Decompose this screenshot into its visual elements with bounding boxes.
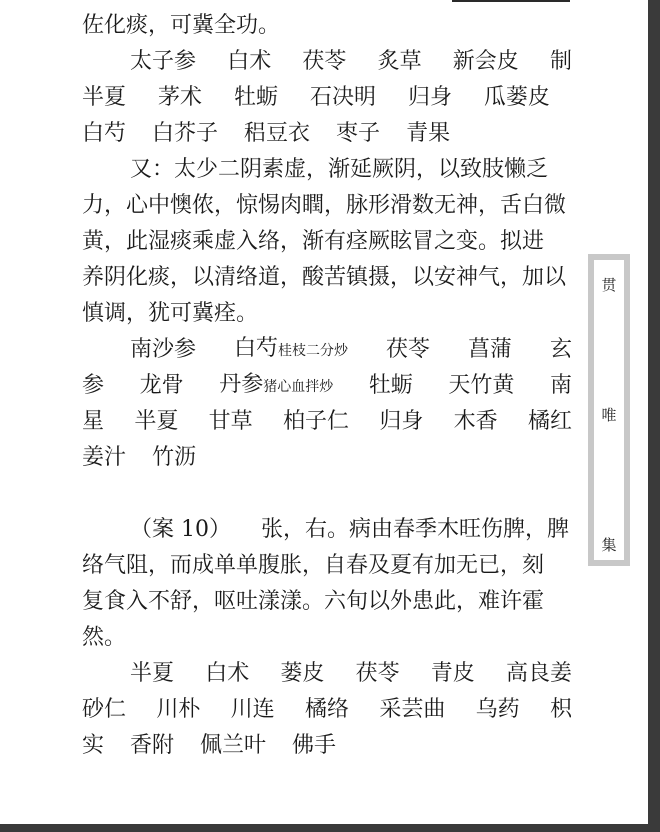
side-tab-char: 贯 (601, 276, 617, 294)
herb: 蒌皮 (280, 661, 325, 686)
herb: 南 (549, 373, 572, 398)
herb-line (82, 368, 572, 404)
frame-bottom-edge (0, 824, 660, 832)
herb-name: 丹参 (219, 372, 264, 397)
text-block (82, 8, 572, 764)
herb: 龙骨 (139, 373, 184, 398)
herb (219, 367, 333, 405)
top-border-line (452, 0, 570, 2)
blank-line (82, 476, 572, 512)
herb: 实 (82, 733, 105, 758)
herb: 参 (82, 373, 105, 398)
herb: 佩兰叶 (200, 733, 267, 758)
text-line (82, 260, 572, 296)
text-line (82, 548, 572, 584)
herb: 菖蒲 (467, 337, 512, 362)
herb: 茯苓 (302, 49, 347, 74)
herb: 天竹黄 (448, 373, 515, 398)
herb: 佛手 (292, 733, 337, 758)
text-line (82, 584, 572, 620)
frame-right-edge (648, 0, 660, 832)
line-text: 黄，此湿痰乘虚入络，渐有痉厥眩冒之变。拟进 (82, 229, 545, 254)
herb: 太子参 (130, 49, 197, 74)
text-line (82, 188, 572, 224)
text-line (82, 8, 572, 44)
herb: 茯苓 (355, 661, 400, 686)
herb: 青果 (406, 121, 451, 146)
herb: 归身 (379, 409, 424, 434)
herb: 石决明 (309, 85, 376, 110)
text-line (82, 620, 572, 656)
line-text: 然。 (82, 625, 127, 650)
herb (234, 331, 348, 369)
herb: 木香 (453, 409, 498, 434)
herb: 炙草 (377, 49, 422, 74)
herb: 姜汁 (82, 445, 127, 470)
prep-note: 桂枝二分炒 (278, 343, 348, 359)
case-number: （案 10） (130, 517, 231, 542)
herb: 瓜蒌皮 (483, 85, 550, 110)
herb-line (82, 44, 572, 80)
herb: 白芥子 (152, 121, 219, 146)
side-tab-char: 集 (601, 536, 617, 554)
herb: 橘红 (527, 409, 572, 434)
prep-note: 猪心血拌炒 (263, 379, 334, 395)
herb: 南沙参 (130, 337, 197, 362)
line-text: 佐化痰，可冀全功。 (82, 13, 281, 38)
line-text: 张，右。病由春季木旺伤脾，脾 (261, 517, 570, 542)
text-line (82, 224, 572, 260)
text-line (82, 152, 572, 188)
herb: 采芸曲 (379, 697, 446, 722)
case-heading-line (82, 512, 572, 548)
herb: 星 (82, 409, 105, 434)
line-text: 络气阻，而成单单腹胀，自春及夏有加无已，刻 (82, 553, 545, 578)
herb-line (82, 692, 572, 728)
herb-line (82, 404, 572, 440)
herb-line (82, 116, 572, 152)
herb: 牡蛎 (368, 373, 413, 398)
herb: 茯苓 (385, 337, 430, 362)
herb-line (82, 440, 572, 476)
line-text: 复食入不舒，呕吐漾漾。六旬以外患此，难许霍 (82, 589, 545, 614)
side-tab-char: 唯 (601, 406, 617, 424)
herb: 川朴 (156, 697, 201, 722)
herb: 白术 (205, 661, 250, 686)
line-text: 又：太少二阴素虚，渐延厥阴，以致肢懒乏 (130, 157, 549, 182)
line-text: 养阴化痰，以清络道，酸苦镇摄，以安神气，加以 (82, 265, 567, 290)
herb: 川连 (230, 697, 275, 722)
herb: 归身 (407, 85, 452, 110)
herb: 半夏 (130, 661, 175, 686)
herb-line (82, 80, 572, 116)
herb: 制 (549, 49, 572, 74)
herb: 竹沥 (152, 445, 197, 470)
herb-line (82, 728, 572, 764)
herb: 茅术 (157, 85, 202, 110)
herb: 半夏 (134, 409, 179, 434)
herb: 新会皮 (452, 49, 519, 74)
side-tab (588, 254, 630, 566)
herb: 白芍 (82, 121, 127, 146)
herb: 香附 (130, 733, 175, 758)
herb: 枳 (549, 697, 572, 722)
herb: 柏子仁 (282, 409, 349, 434)
herb: 稆豆衣 (244, 121, 311, 146)
herb: 甘草 (208, 409, 253, 434)
line-text: 慎调，犹可冀痊。 (82, 301, 259, 326)
herb: 玄 (549, 337, 572, 362)
herb-name: 白芍 (233, 336, 278, 361)
herb: 白术 (227, 49, 272, 74)
herb: 高良姜 (505, 661, 572, 686)
herb-line (82, 332, 572, 368)
text-line (82, 296, 572, 332)
herb: 橘络 (304, 697, 349, 722)
herb: 青皮 (430, 661, 475, 686)
herb: 乌药 (475, 697, 520, 722)
herb: 牡蛎 (233, 85, 278, 110)
herb-line (82, 656, 572, 692)
line-text: 力，心中懊侬，惊惕肉瞤，脉形滑数无神，舌白微 (82, 193, 567, 218)
herb: 砂仁 (82, 697, 127, 722)
herb: 枣子 (336, 121, 381, 146)
herb: 半夏 (82, 85, 127, 110)
